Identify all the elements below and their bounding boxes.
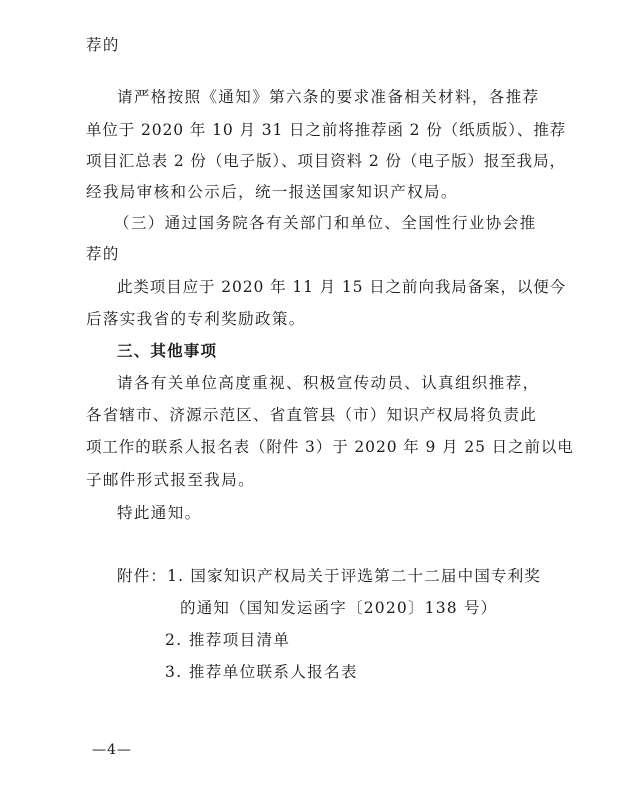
body-text-line: 项目汇总表 2 份（电子版）、项目资料 2 份（电子版）报至我局， bbox=[86, 152, 566, 170]
body-text-line: 各省辖市、济源示范区、省直管县（市）知识产权局将负责此 bbox=[86, 406, 537, 424]
attachment-item: 附件：1. 国家知识产权局关于评选第二十二届中国专利奖 bbox=[117, 567, 542, 585]
body-text-line: 荐的 bbox=[86, 36, 120, 54]
body-text-line: 荐的 bbox=[86, 245, 120, 263]
page-number: —4— bbox=[92, 742, 132, 758]
body-text-line: 经我局审核和公示后，统一报送国家知识产权局。 bbox=[86, 183, 458, 201]
body-text-line: 请各有关单位高度重视、积极宣传动员、认真组织推荐， bbox=[117, 374, 540, 392]
body-text-line: 请严格按照《通知》第六条的要求准备相关材料，各推荐 bbox=[117, 88, 540, 106]
attachment-item: 3. 推荐单位联系人报名表 bbox=[165, 663, 358, 681]
body-text-line: 子邮件形式报至我局。 bbox=[86, 471, 256, 489]
section-heading: 三、其他事项 bbox=[117, 342, 218, 360]
body-text-line: 项工作的联系人报名表（附件 3）于 2020 年 9 月 25 日之前以电 bbox=[86, 438, 574, 456]
body-text-line: 此类项目应于 2020 年 11 月 15 日之前向我局备案，以便今 bbox=[117, 278, 567, 296]
section-subheading: （三）通过国务院各有关部门和单位、全国性行业协会推 bbox=[114, 214, 537, 232]
attachment-item-continuation: 的通知（国知发运函字〔2020〕138 号） bbox=[180, 599, 498, 617]
body-text-line: 单位于 2020 年 10 月 31 日之前将推荐函 2 份（纸质版）、推荐 bbox=[86, 121, 567, 139]
body-text-line: 后落实我省的专利奖励政策。 bbox=[86, 310, 306, 328]
closing-text: 特此通知。 bbox=[117, 504, 202, 522]
attachment-item: 2. 推荐项目清单 bbox=[165, 631, 291, 649]
